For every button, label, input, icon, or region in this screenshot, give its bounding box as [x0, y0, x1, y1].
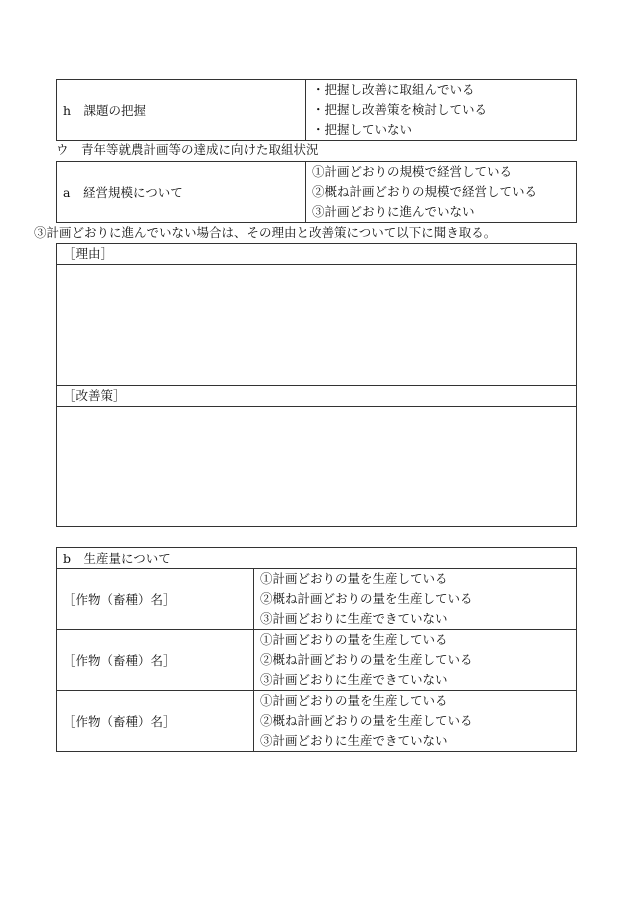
crop-name-cell[interactable]: [57, 691, 254, 752]
farm-scale-options: [306, 162, 577, 223]
issue-grasp-options: [306, 80, 577, 141]
farm-scale-table: [56, 161, 577, 223]
farm-scale-label: [57, 162, 306, 223]
production-option-1[interactable]: ①計画どおりの量を生産している: [260, 632, 448, 647]
improvement-input-area[interactable]: [57, 407, 576, 527]
production-title: b 生産量について: [63, 551, 171, 566]
crop-name-label: ［作物（畜種）名］: [63, 714, 176, 729]
farm-scale-option-3[interactable]: ③計画どおりに進んでいない: [312, 204, 475, 219]
production-options: [254, 569, 577, 630]
production-option-3[interactable]: ③計画どおりに生産できていない: [260, 611, 448, 626]
issue-grasp-label-text: h 課題の把握: [63, 103, 147, 118]
production-option-1[interactable]: ①計画どおりの量を生産している: [260, 571, 448, 586]
production-option-2[interactable]: ②概ね計画どおりの量を生産している: [260, 713, 473, 728]
production-table: [56, 547, 577, 752]
reason-input-area[interactable]: [57, 265, 576, 386]
issue-grasp-label: [57, 80, 306, 141]
production-option-2[interactable]: ②概ね計画どおりの量を生産している: [260, 652, 473, 667]
crop-name-label: ［作物（畜種）名］: [63, 592, 176, 607]
production-options: [254, 691, 577, 752]
issue-grasp-option-3[interactable]: ・把握していない: [312, 122, 413, 137]
farm-scale-option-2[interactable]: ②概ね計画どおりの規模で経営している: [312, 184, 538, 199]
crop-name-label: ［作物（畜種）名］: [63, 653, 176, 668]
production-option-2[interactable]: ②概ね計画どおりの量を生産している: [260, 591, 473, 606]
table-row: [57, 569, 577, 630]
production-option-1[interactable]: ①計画どおりの量を生産している: [260, 693, 448, 708]
crop-name-cell[interactable]: [57, 569, 254, 630]
reason-heading: ［理由］: [57, 244, 576, 265]
table-row: [57, 691, 577, 752]
issue-grasp-table: [56, 79, 577, 141]
section-u-heading: ウ 青年等就農計画等の達成に向けた取組状況: [56, 142, 319, 157]
farm-scale-label-text: a 経営規模について: [63, 185, 183, 200]
reason-improvement-box: [56, 243, 577, 527]
table-row: [57, 630, 577, 691]
production-options: [254, 630, 577, 691]
production-title-cell: [57, 548, 577, 569]
follow-up-note: ③計画どおりに進んでいない場合は、その理由と改善策について以下に聞き取る。: [34, 225, 497, 240]
issue-grasp-option-1[interactable]: ・把握し改善に取組んでいる: [312, 82, 475, 97]
issue-grasp-option-2[interactable]: ・把握し改善策を検討している: [312, 102, 488, 117]
farm-scale-option-1[interactable]: ①計画どおりの規模で経営している: [312, 164, 513, 179]
production-option-3[interactable]: ③計画どおりに生産できていない: [260, 733, 448, 748]
improvement-heading: ［改善策］: [57, 386, 576, 407]
production-option-3[interactable]: ③計画どおりに生産できていない: [260, 672, 448, 687]
crop-name-cell[interactable]: [57, 630, 254, 691]
